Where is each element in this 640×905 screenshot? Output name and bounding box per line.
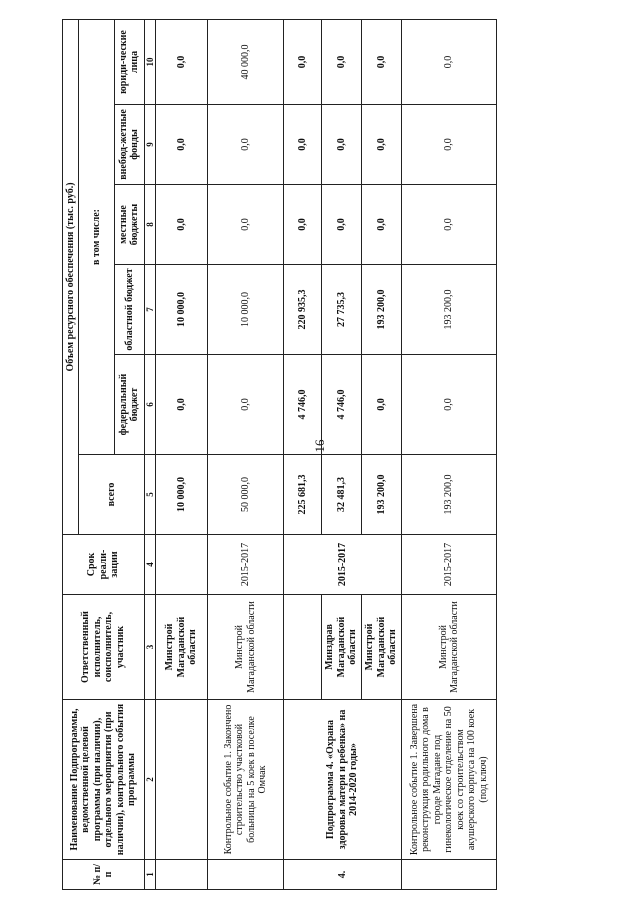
- row-local: 0,0: [402, 185, 497, 265]
- row-no: [156, 860, 208, 890]
- row-local: 0,0: [284, 185, 322, 265]
- row-no: [208, 860, 284, 890]
- rotated-table-wrapper: [62, 20, 497, 890]
- funding-table: [62, 19, 497, 890]
- row-federal: 0,0: [156, 355, 208, 455]
- row-regional: 220 935,3: [284, 265, 322, 355]
- row-name: Контрольное событие 1. Закончено строительство участковой больницы на 5 коек в поселке Омчак: [208, 700, 284, 860]
- row-regional: 193 200,0: [362, 265, 402, 355]
- row-offbudget: 0,0: [362, 105, 402, 185]
- row-local: 0,0: [156, 185, 208, 265]
- row-federal: 0,0: [362, 355, 402, 455]
- column-number: 6: [144, 355, 155, 455]
- column-number: 7: [144, 265, 155, 355]
- header-row-1: [63, 19, 79, 889]
- row-offbudget: 0,0: [402, 105, 497, 185]
- row-federal: 4 746,0: [322, 355, 362, 455]
- row-total: 193 200,0: [402, 455, 497, 535]
- header-legal: юриди-ческие лица: [115, 19, 145, 104]
- row-legal: 0,0: [362, 19, 402, 104]
- row-executor: Минздрав Магаданской области: [322, 595, 362, 700]
- row-offbudget: 0,0: [322, 105, 362, 185]
- row-regional: 27 735,3: [322, 265, 362, 355]
- row-regional: 10 000,0: [208, 265, 284, 355]
- row-legal: 0,0: [402, 19, 497, 104]
- row-term: 2015-2017: [208, 535, 284, 595]
- row-regional: 10 000,0: [156, 265, 208, 355]
- column-number: 5: [144, 455, 155, 535]
- row-offbudget: 0,0: [284, 105, 322, 185]
- column-number: 9: [144, 105, 155, 185]
- row-legal: 0,0: [156, 19, 208, 104]
- table-row: [208, 19, 284, 889]
- row-executor: Минстрой Магаданской области: [208, 595, 284, 700]
- row-term: [156, 535, 208, 595]
- row-executor: Минстрой Магаданской области: [402, 595, 497, 700]
- header-name: Наименование Подпрограммы, ведомственной целевой программы (при наличии), отдельного мероприятия (при наличии), контрольного события программы: [63, 700, 145, 860]
- row-name: Контрольное событие 1. Завершена реконструкция родильного дома в городе Магадане под гинекологическое отделение на 50 коек со строительством акушерского корпуса на 100 коек (под ключ): [402, 700, 497, 860]
- row-federal: 0,0: [402, 355, 497, 455]
- row-federal: 0,0: [208, 355, 284, 455]
- row-regional: 193 200,0: [402, 265, 497, 355]
- header-federal: федеральный бюджет: [115, 355, 145, 455]
- column-number: 4: [144, 535, 155, 595]
- row-offbudget: 0,0: [208, 105, 284, 185]
- row-total: 10 000,0: [156, 455, 208, 535]
- header-executor: Ответственный исполнитель, соисполнитель, участник: [63, 595, 145, 700]
- page-number: 16: [312, 439, 327, 453]
- row-executor: Минстрой Магаданской области: [362, 595, 402, 700]
- row-total: 225 681,3: [284, 455, 322, 535]
- row-legal: 0,0: [284, 19, 322, 104]
- row-offbudget: 0,0: [156, 105, 208, 185]
- row-total: 193 200,0: [362, 455, 402, 535]
- header-offbudget: внебюд-жетные фонды: [115, 105, 145, 185]
- row-term: 2015-2017: [284, 535, 402, 595]
- header-total: всего: [79, 455, 144, 535]
- header-term: Срок реали-зации: [63, 535, 145, 595]
- column-number-row: [144, 19, 155, 889]
- row-term: 2015-2017: [402, 535, 497, 595]
- row-federal: 4 746,0: [284, 355, 322, 455]
- header-funding: Объем ресурсного обеспечения (тыс. руб.): [63, 19, 79, 534]
- header-no: № п/п: [63, 860, 145, 890]
- row-executor: [284, 595, 322, 700]
- header-regional: областной бюджет: [115, 265, 145, 355]
- column-number: 3: [144, 595, 155, 700]
- header-including: в том числе:: [79, 19, 115, 454]
- table-row: [402, 19, 497, 889]
- row-total: 50 000,0: [208, 455, 284, 535]
- row-legal: 0,0: [322, 19, 362, 104]
- row-local: 0,0: [362, 185, 402, 265]
- column-number: 1: [144, 860, 155, 890]
- row-legal: 40 000,0: [208, 19, 284, 104]
- column-number: 8: [144, 185, 155, 265]
- column-number: 2: [144, 700, 155, 860]
- header-local: местные бюджеты: [115, 185, 145, 265]
- table-row: [284, 19, 322, 889]
- row-name: Подпрограмма 4. «Охрана здоровья матери и ребенка» на 2014-2020 годы»: [284, 700, 402, 860]
- column-number: 10: [144, 19, 155, 104]
- row-name: [156, 700, 208, 860]
- row-no: 4.: [284, 860, 402, 890]
- table-row: [156, 19, 208, 889]
- row-local: 0,0: [208, 185, 284, 265]
- row-executor: Минстрой Магаданской области: [156, 595, 208, 700]
- row-local: 0,0: [322, 185, 362, 265]
- row-total: 32 481,3: [322, 455, 362, 535]
- row-no: [402, 860, 497, 890]
